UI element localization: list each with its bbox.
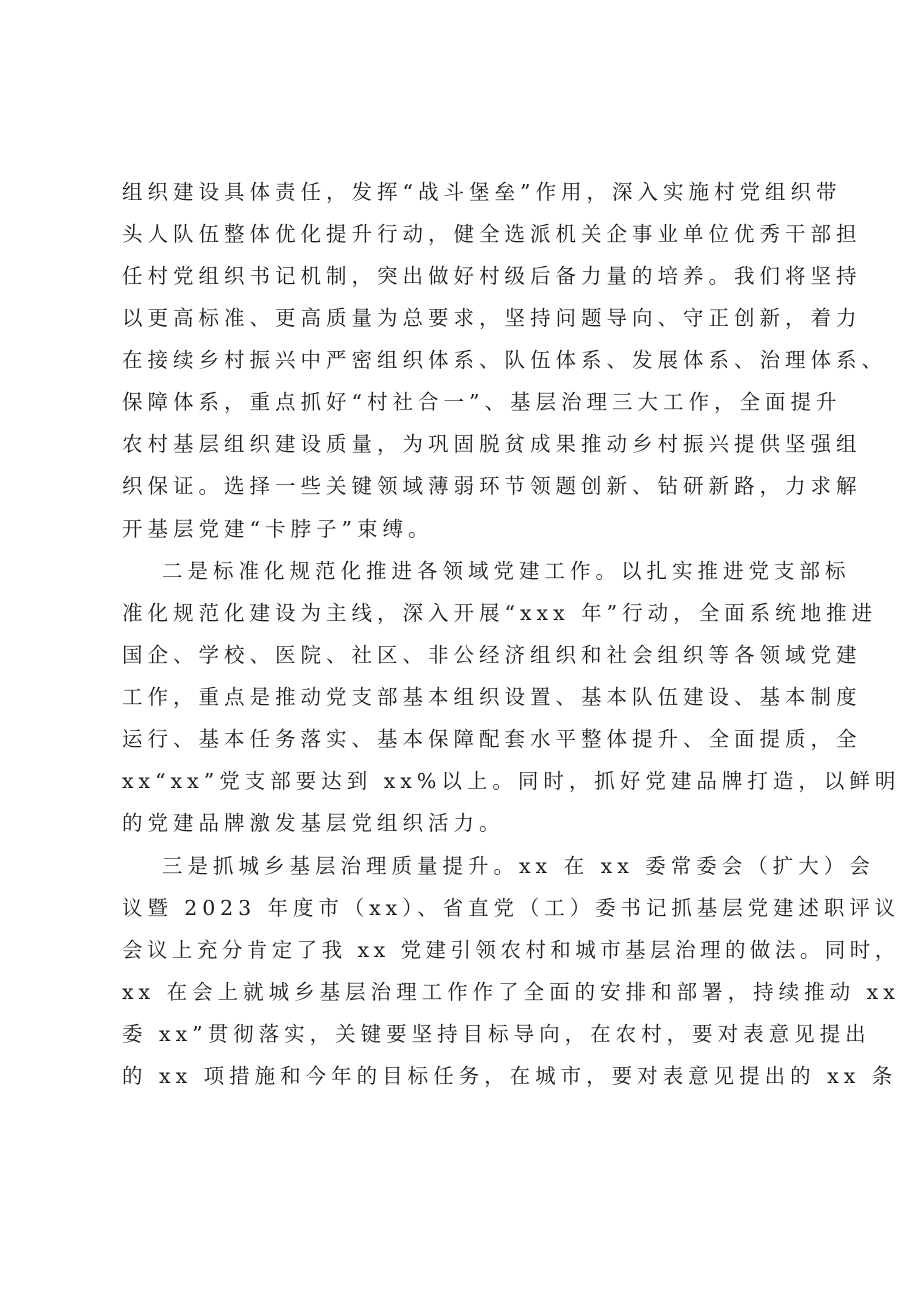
paragraph-line: 三是抓城乡基层治理质量提升。xx 在 xx 委常委会（扩大）会: [162, 854, 875, 878]
paragraph-line: 议暨 2023 年度市（xx）、省直党（工）委书记抓基层党建述职评议: [122, 896, 901, 920]
paragraph-line: 二是标准化规范化推进各领域党建工作。以扎实推进党支部标: [162, 559, 851, 583]
paragraph-line: 头人队伍整体优化提升行动，健全选派机关企事业单位优秀干部担: [122, 222, 862, 246]
paragraph-line: 会议上充分肯定了我 xx 党建引领农村和城市基层治理的做法。同时，: [122, 938, 900, 962]
paragraph-line: 任村党组织书记机制，突出做好村级后备力量的培养。我们将坚持: [122, 264, 862, 288]
paragraph-line: 在接续乡村振兴中严密组织体系、队伍体系、发展体系、治理体系、: [122, 348, 887, 372]
paragraph-line: 委 xx”贯彻落实，关键要坚持目标导向，在农村，要对表意见提出: [122, 1022, 871, 1046]
paragraph-line: 运行、基本任务落实、基本保障配套水平整体提升、全面提质，全: [122, 727, 862, 751]
paragraph-line: 农村基层组织建设质量，为巩固脱贫成果推动乡村振兴提供坚强组: [122, 432, 862, 456]
paragraph-line: 工作，重点是推动党支部基本组织设置、基本队伍建设、基本制度: [122, 685, 862, 709]
paragraph-line: xx“xx”党支部要达到 xx%以上。同时，抓好党建品牌打造，以鲜明: [122, 769, 901, 793]
paragraph-line: 以更高标准、更高质量为总要求，坚持问题导向、守正创新，着力: [122, 306, 862, 330]
paragraph-line: 织保证。选择一些关键领域薄弱环节领题创新、钻研新路，力求解: [122, 474, 862, 498]
paragraph-line: 的党建品牌激发基层党组织活力。: [122, 811, 505, 835]
paragraph-line: 保障体系，重点抓好“村社合一”、基层治理三大工作，全面提升: [122, 390, 842, 414]
paragraph-line: 开基层党建“卡脖子”束缚。: [122, 517, 434, 541]
paragraph-line: 的 xx 项措施和今年的目标任务，在城市，要对表意见提出的 xx 条: [122, 1064, 898, 1088]
paragraph-line: 国企、学校、医院、社区、非公经济组织和社会组织等各领域党建: [122, 643, 862, 667]
paragraph-line: xx 在会上就城乡基层治理工作作了全面的安排和部署，持续推动 xx: [122, 980, 900, 1004]
paragraph-line: 组织建设具体责任，发挥“战斗堡垒”作用，深入实施村党组织带: [122, 180, 842, 204]
paragraph-line: 准化规范化建设为主线，深入开展“xxx 年”行动，全面系统地推进: [122, 601, 878, 625]
